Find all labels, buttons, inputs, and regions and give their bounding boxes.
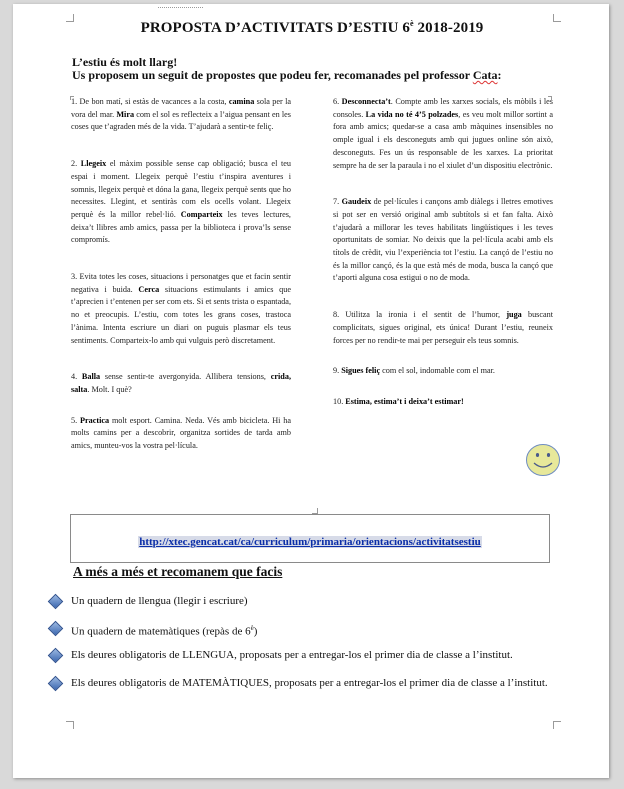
recommendations-heading: A més a més et recomanem que facis xyxy=(73,564,283,579)
intro-block xyxy=(72,56,552,82)
activity-10: 10. Estima, estima’t i deixa’t estimar! xyxy=(333,396,464,406)
intro-line-2: Us proposem un seguit de propostes que podeu fer, recomanades pel professor Cata: xyxy=(72,68,502,82)
activity-1: 1. De bon matí, si estàs de vacances a la costa, camina sola per la vora del mar. Mira com el sol es reflecteix a l’aigua pensant en les coses que t’agraden més de la vida. T’ajudarà a sentir-te feliç. xyxy=(71,97,291,132)
intro-line-1: L’estiu és molt llarg! xyxy=(72,55,178,69)
activity-2: 2. Llegeix el màxim possible sense cap obligació; busca el teu espai i moment. Llegeix perquè l’estiu t’inspira aventures i somnis, llegeix perquè et dóna la gana, llegeix perquè sents que ho necessites. Llegint, et sentiràs com els ocells volant. Llegeix perquè és la millor rebel·lió. Comparteix les teves lectures, deixa’t llibres amb amics, passa per la biblioteca i prova’ls sense compromís. xyxy=(71,159,291,245)
margin-mark-bottom-left xyxy=(66,721,74,729)
link-box xyxy=(70,514,550,563)
resource-link-row xyxy=(71,536,549,548)
activity-4: 4. Balla sense sentir-te avergonyida. Allibera tensions, crida, salta. Molt. I què? xyxy=(71,372,291,394)
activity-9: 9. Sigues feliç com el sol, indomable com el mar. xyxy=(333,366,495,376)
left-column xyxy=(71,96,291,453)
activity-3: 3. Evita totes les coses, situacions i personatges que et facin sentir negativa i buida. Cerca situacions estimulants i amics que t’aprecien i t’entenen per ser com ets. Si et sents trista o espantada, no et preocupis. L’estiu, com totes les grans coses, trastoca l’ànima. Intenta escriure un diari on puguis plasmar els teus sentiments. Comparteix-lo amb qui vulguis però discretament. xyxy=(71,272,291,345)
right-column xyxy=(333,96,553,409)
activity-5: 5. Practica molt esport. Camina. Neda. Vés amb bicicleta. Hi ha molts camins per a descobrir, organitza sortides de tarda amb amics, munteu-vos la vostra pel·lícula. xyxy=(71,415,292,451)
activity-6: 6. Desconnecta’t. Compte amb les xarxes socials, els mòbils i les consoles. La vida no té 4’5 polzades, es veu molt millor sortint a fora amb amics; quedar-se a casa amb màquines insensibles no omple igual i els desconeguts amb qui jugues online són això, desconeguts. Fes un ús responsable de les xarxes. La prioritat sempre ha de ser la paraula i no el xiulet d’un dispositiu electrònic. xyxy=(333,97,553,170)
resource-link[interactable]: http://xtec.gencat.cat/ca/curriculum/primaria/orientacions/activitatsestiu xyxy=(139,536,481,548)
margin-mark-bottom-right xyxy=(553,721,561,729)
document-title: PROPOSTA D’ACTIVITATS D’ESTIU $6^è$ 2018-2019 xyxy=(140,19,484,36)
header-dots xyxy=(158,7,203,8)
smiley-face-icon xyxy=(525,443,561,477)
activity-8: 8. Utilitza la ironia i el sentit de l’humor, juga buscant complicitats, sigues original, ets única! Durant l’estiu, reuneix forces per no rendir-te mai per perseguir els teus somnis. xyxy=(333,310,553,345)
activity-7: 7. Gaudeix de pel·lícules i cançons amb diàlegs i lletres emotives si pot ser en versió original amb subtítols si et fan falta. Això t’ajudarà a millorar les teves habilitats lingüístiques i les teves oportunitats de somiar. No deixis que la pel·lícula acabi amb els títols de crèdit, viu l’experiència tot l’estiu. La cançó de l’estiu no és la millor cançó, és la que està més de moda, busca la cançó que t’aporti alguna cosa estigui o no de moda. xyxy=(333,197,553,283)
